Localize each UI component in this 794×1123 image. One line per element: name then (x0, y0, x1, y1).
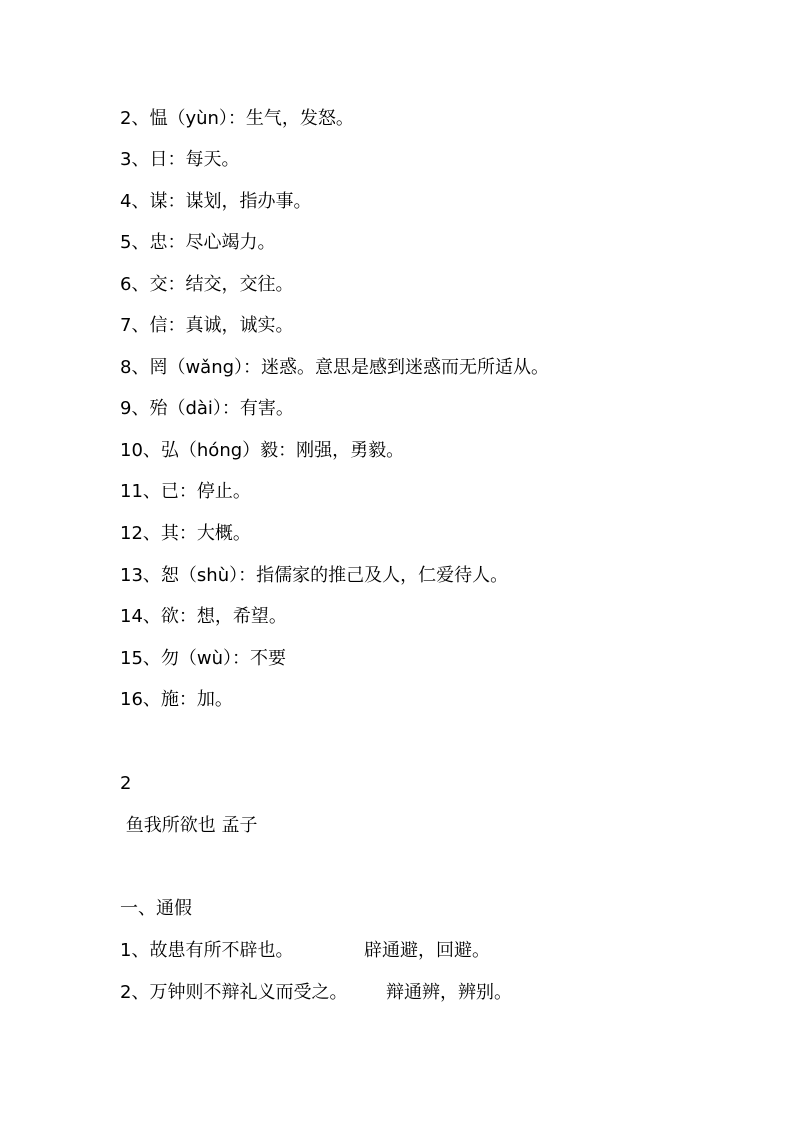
definition-item: 11、已：停止。 (120, 481, 251, 502)
definition-item: 3、日：每天。 (120, 149, 240, 170)
section-number: 2 (120, 773, 132, 794)
definition-item: 13、恕（shù）：指儒家的推己及人，仁爱待人。 (120, 565, 509, 586)
section-title: 鱼我所欲也 孟子 (120, 815, 258, 836)
definition-item: 15、勿（wù）：不要 (120, 648, 287, 669)
definition-item: 12、其：大概。 (120, 523, 251, 544)
tongjia-sentence: 2、万钟则不辩礼义而受之。 (120, 982, 348, 1003)
tongjia-note: 辟通避，回避。 (364, 940, 490, 961)
tongjia-note: 辩通辨，辨别。 (386, 982, 512, 1003)
definition-item: 16、施：加。 (120, 689, 233, 710)
definition-item: 2、愠（yùn）：生气，发怒。 (120, 108, 354, 129)
tongjia-heading: 一、通假 (120, 898, 192, 919)
definition-item: 8、罔（wǎng）：迷惑。意思是感到迷惑而无所适从。 (120, 357, 550, 378)
definition-item: 5、忠：尽心竭力。 (120, 232, 276, 253)
definition-item: 14、欲：想，希望。 (120, 606, 287, 627)
definition-item: 4、谋：谋划，指办事。 (120, 191, 312, 212)
definition-item: 9、殆（dài）：有害。 (120, 398, 294, 419)
definition-item: 7、信：真诚，诚实。 (120, 315, 294, 336)
definition-item: 10、弘（hóng）毅：刚强，勇毅。 (120, 440, 405, 461)
tongjia-sentence: 1、故患有所不辟也。 (120, 940, 294, 961)
definition-item: 6、交：结交，交往。 (120, 274, 294, 295)
